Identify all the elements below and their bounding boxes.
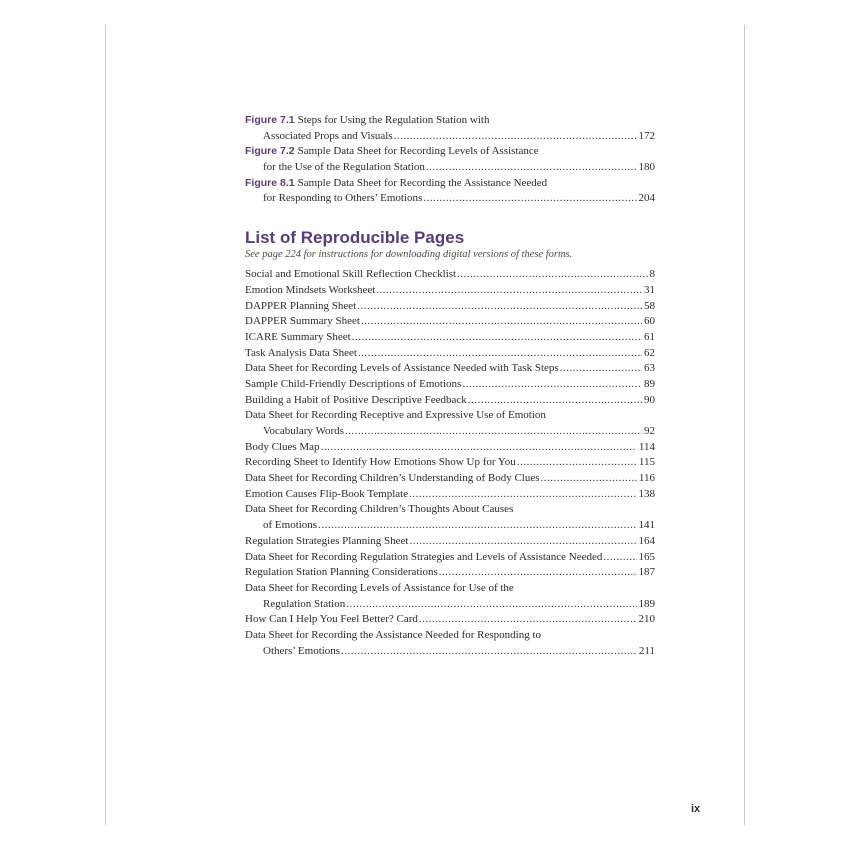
leader-dots (321, 440, 637, 456)
leader-dots (560, 361, 642, 377)
entry-title: Task Analysis Data Sheet (245, 346, 357, 359)
toc-entry (245, 455, 655, 471)
leader-dots (419, 612, 637, 628)
toc-entry (245, 361, 655, 377)
toc-entry (245, 502, 655, 518)
figure-title-continued: for the Use of the Regulation Station (263, 161, 425, 174)
entry-title: Data Sheet for Recording Children’s Thoughts About Causes (245, 503, 514, 516)
toc-entry (245, 487, 655, 503)
figure-title-continued: Associated Props and Visuals (263, 129, 393, 142)
leader-dots (603, 550, 636, 566)
entry-title: Data Sheet for Recording Levels of Assistance Needed with Task Steps (245, 362, 559, 375)
page-right-edge (744, 25, 745, 825)
figure-entry-continued (245, 160, 655, 176)
leader-dots (426, 160, 637, 176)
entry-page: 61 (644, 330, 655, 343)
toc-entry (245, 377, 655, 393)
leader-dots (409, 534, 636, 550)
leader-dots (409, 487, 636, 503)
toc-entry (245, 283, 655, 299)
entry-page: 211 (638, 644, 655, 657)
leader-dots (457, 267, 647, 283)
entry-page: 210 (638, 613, 655, 626)
leader-dots (462, 377, 642, 393)
leader-dots (346, 597, 636, 613)
toc-entry (245, 581, 655, 597)
figure-label: Figure 8.1 (245, 176, 295, 189)
leader-dots (541, 471, 637, 487)
leader-dots (394, 129, 637, 145)
toc-entry (245, 314, 655, 330)
entry-page: 189 (638, 597, 655, 610)
leader-dots (341, 644, 637, 660)
page-number: ix (691, 803, 701, 815)
figure-title-continued: for Responding to Others’ Emotions (263, 192, 423, 205)
toc-entry (245, 346, 655, 362)
toc-entry (245, 565, 655, 581)
entry-title-continued: Regulation Station (263, 597, 346, 610)
entry-page: 187 (638, 566, 655, 579)
toc-entry (245, 550, 655, 566)
entry-page: 138 (638, 487, 655, 500)
figure-entry-continued (245, 129, 655, 145)
entry-page: 62 (644, 346, 655, 359)
entry-title: DAPPER Planning Sheet (245, 299, 357, 312)
figure-title: Sample Data Sheet for Recording Levels of Assistance (297, 145, 539, 158)
leader-dots (361, 314, 642, 330)
entry-title: Regulation Station Planning Considerations (245, 566, 438, 579)
toc-entry (245, 471, 655, 487)
figure-label: Figure 7.2 (245, 145, 295, 158)
leader-dots (376, 283, 642, 299)
entry-page: 90 (644, 393, 655, 406)
entry-title: Emotion Mindsets Worksheet (245, 283, 376, 296)
toc-entry (245, 330, 655, 346)
page-left-edge (105, 25, 106, 825)
entry-page: 92 (644, 425, 655, 437)
toc-entry-continued (245, 424, 655, 440)
leader-dots (439, 565, 637, 581)
entry-title: Body Clues Map (245, 440, 320, 453)
entry-page: 165 (638, 550, 655, 563)
entry-title: Sample Child-Friendly Descriptions of Emotions (245, 377, 462, 390)
entry-title-continued: Others’ Emotions (263, 644, 341, 657)
leader-dots (358, 346, 642, 362)
entry-page: 116 (638, 472, 655, 485)
section-note: See page 224 for instructions for downloading digital versions of these forms. (245, 249, 573, 261)
entry-page: 89 (644, 377, 655, 390)
entry-title-continued: of Emotions (263, 519, 318, 532)
entry-page: 164 (638, 534, 655, 547)
leader-dots (345, 424, 642, 440)
entry-title-continued: Vocabulary Words (263, 425, 344, 437)
figure-entry (245, 144, 655, 160)
entry-page: 8 (649, 268, 655, 281)
entry-page: 58 (644, 299, 655, 312)
toc-entry (245, 267, 655, 283)
entry-page: 60 (644, 315, 655, 328)
entry-title: Data Sheet for Recording Levels of Assistance for Use of the (245, 581, 514, 594)
leader-dots (517, 455, 637, 471)
entry-title: Data Sheet for Recording Receptive and Expressive Use of Emotion (245, 409, 546, 422)
leader-dots (352, 330, 642, 346)
entry-title: Building a Habit of Positive Descriptive Feedback (245, 393, 467, 406)
section-title: List of Reproducible Pages (245, 228, 465, 248)
entry-title: Regulation Strategies Planning Sheet (245, 534, 409, 547)
toc-entry (245, 628, 655, 644)
leader-dots (423, 191, 636, 207)
contents-list (245, 113, 655, 659)
figure-entry (245, 176, 655, 192)
entry-title: Recording Sheet to Identify How Emotions Show Up for You (245, 456, 516, 469)
toc-entry (245, 393, 655, 409)
toc-entry (245, 299, 655, 315)
entry-title: ICARE Summary Sheet (245, 330, 351, 343)
toc-entry-continued (245, 597, 655, 613)
figure-title: Sample Data Sheet for Recording the Assistance Needed (297, 176, 548, 189)
entry-page: 115 (638, 456, 655, 469)
figure-list (245, 113, 655, 207)
figure-entry-continued (245, 191, 655, 207)
leader-dots (318, 518, 636, 534)
toc-entry (245, 612, 655, 628)
entry-page: 31 (644, 283, 655, 296)
entry-title: Social and Emotional Skill Reflection Checklist (245, 268, 457, 281)
entry-title: Data Sheet for Recording the Assistance Needed for Responding to (245, 628, 542, 641)
entry-page: 114 (638, 440, 655, 453)
figure-label: Figure 7.1 (245, 114, 295, 126)
leader-dots (468, 393, 642, 409)
figure-page: 180 (638, 161, 655, 174)
toc-entry-continued (245, 518, 655, 534)
figure-entry (245, 113, 655, 129)
entry-title: DAPPER Summary Sheet (245, 315, 360, 328)
toc-entry-continued (245, 644, 655, 660)
leader-dots (357, 299, 642, 315)
entry-title: Emotion Causes Flip-Book Template (245, 487, 409, 500)
toc-entry (245, 440, 655, 456)
toc-entry (245, 534, 655, 550)
reproducible-list (245, 267, 655, 659)
figure-page: 204 (638, 192, 655, 205)
entry-title: How Can I Help You Feel Better? Card (245, 613, 418, 626)
figure-title: Steps for Using the Regulation Station with (297, 114, 490, 126)
entry-title: Data Sheet for Recording Regulation Strategies and Levels of Assistance Needed (245, 550, 603, 563)
entry-title: Data Sheet for Recording Children’s Understanding of Body Clues (245, 472, 540, 485)
entry-page: 141 (638, 519, 655, 532)
entry-page: 63 (644, 362, 655, 375)
figure-page: 172 (638, 129, 655, 142)
toc-entry (245, 408, 655, 424)
